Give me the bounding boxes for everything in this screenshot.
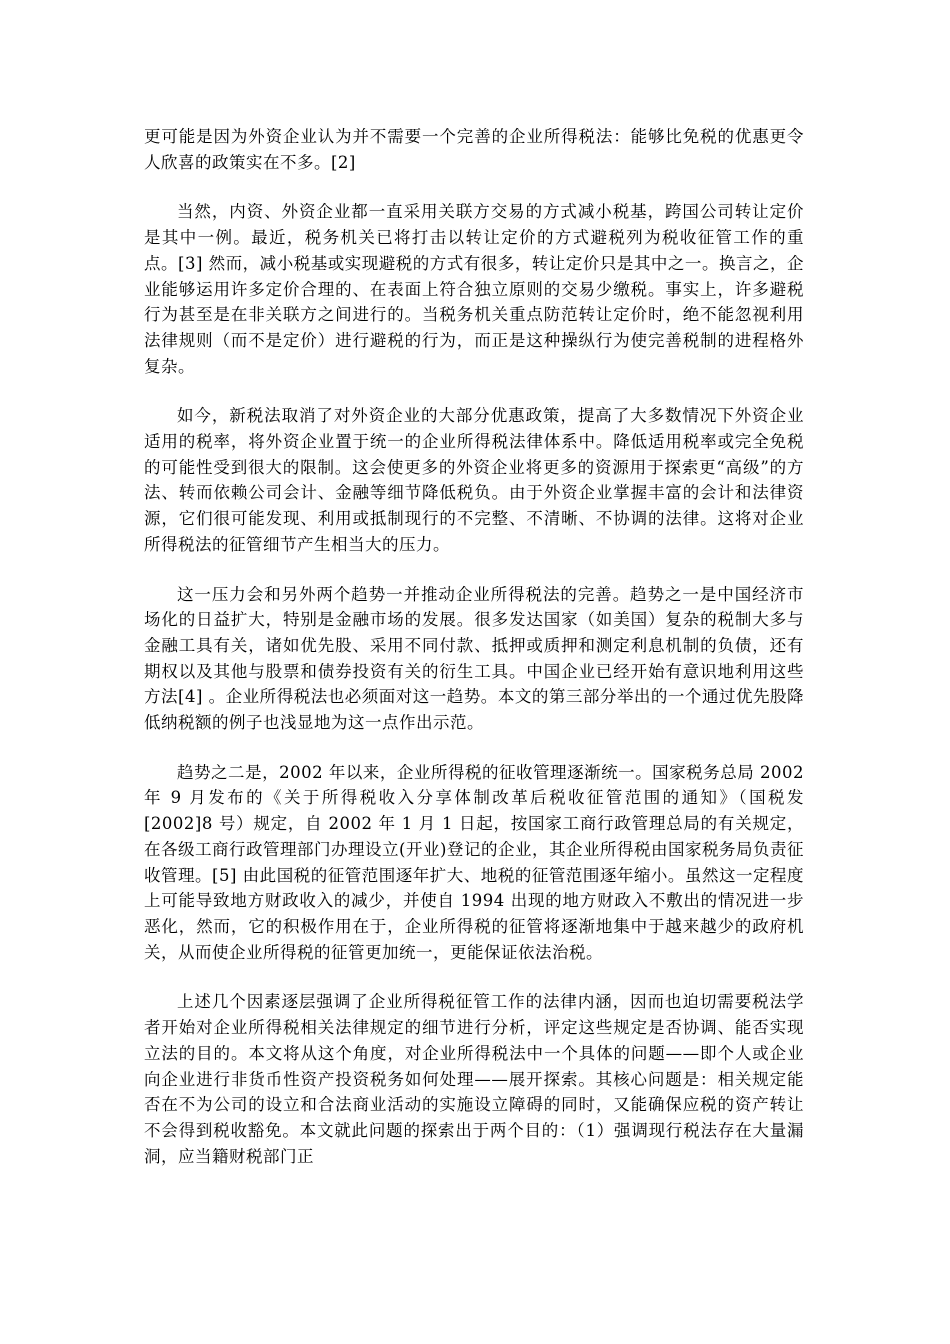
paragraph-1: 更可能是因为外资企业认为并不需要一个完善的企业所得税法：能够比免税的优惠更令人欣喜的政策实在不多。[2] (144, 127, 804, 172)
paragraph-4: 这一压力会和另外两个趋势一并推动企业所得税法的完善。趋势之一是中国经济市场化的日益扩大，特别是金融市场的发展。很多发达国家（如美国）复杂的税制大多与金融工具有关，诸如优先股、采用不同付款、抵押或质押和测定利息机制的负债，还有期权以及其他与股票和债券投资有关的衍生工具。中国企业已经开始有意识地利用这些方法[4] 。企业所得税法也必须面对这一趋势。本文的第三部分举出的一个通过优先股降低纳税额的例子也浅显地为这一点作出示范。 (144, 584, 804, 733)
paragraph-3: 如今，新税法取消了对外资企业的大部分优惠政策，提高了大多数情况下外资企业适用的税率，将外资企业置于统一的企业所得税法律体系中。降低适用税率或完全免税的可能性受到很大的限制。这会使更多的外资企业将更多的资源用于探索更“高级”的方法、转而依赖公司会计、金融等细节降低税负。由于外资企业掌握丰富的会计和法律资源，它们很可能发现、利用或抵制现行的不完整、不清晰、不协调的法律。这将对企业所得税法的征管细节产生相当大的压力。 (144, 406, 804, 554)
paragraph-6: 上述几个因素逐层强调了企业所得税征管工作的法律内涵，因而也迫切需要税法学者开始对企业所得税相关法律规定的细节进行分析，评定这些规定是否协调、能否实现立法的目的。本文将从这个角度，对企业所得税法中一个具体的问题——即个人或企业向企业进行非货币性资产投资税务如何处理——展开探索。其核心问题是：相关规定能否在不为公司的设立和合法商业活动的实施设立障碍的同时，又能确保应税的资产转让不会得到税收豁免。本文就此问题的探索出于两个目的：（1）强调现行税法存在大量漏洞，应当籍财税部门正 (144, 992, 804, 1166)
document-page (144, 124, 804, 1193)
paragraph-5: 趋势之二是，2002 年以来，企业所得税的征收管理逐渐统一。国家税务总局 2002 年 9 月发布的《关于所得税收入分享体制改革后税收征管范围的通知》（国税发[2002]8 号）规定，自 2002 年 1 月 1 日起，按国家工商行政管理总局的有关规定，在各级工商行政管理部门办理设立(开业)登记的企业，其企业所得税由国家税务局负责征收管理。[5] 由此国税的征管范围逐年扩大、地税的征管范围逐年缩小。虽然这一定程度上可能导致地方财政收入的减少，并使自 1994 出现的地方财政入不敷出的情况进一步恶化，然而，它的积极作用在于，企业所得税的征管将逐渐地集中于越来越少的政府机关，从而使企业所得税的征管更加统一，更能保证依法治税。 (144, 762, 804, 962)
paragraph-2: 当然，内资、外资企业都一直采用关联方交易的方式减小税基，跨国公司转让定价是其中一例。最近，税务机关已将打击以转让定价的方式避税列为税收征管工作的重点。[3] 然而，减小税基或实现避税的方式有很多，转让定价只是其中之一。换言之，企业能够运用许多定价合理的、在表面上符合独立原则的交易少缴税。事实上，许多避税行为甚至是在非关联方之间进行的。当税务机关重点防范转让定价时，绝不能忽视利用法律规则（而不是定价）进行避税的行为，而正是这种操纵行为使完善税制的进程格外复杂。 (144, 202, 804, 376)
